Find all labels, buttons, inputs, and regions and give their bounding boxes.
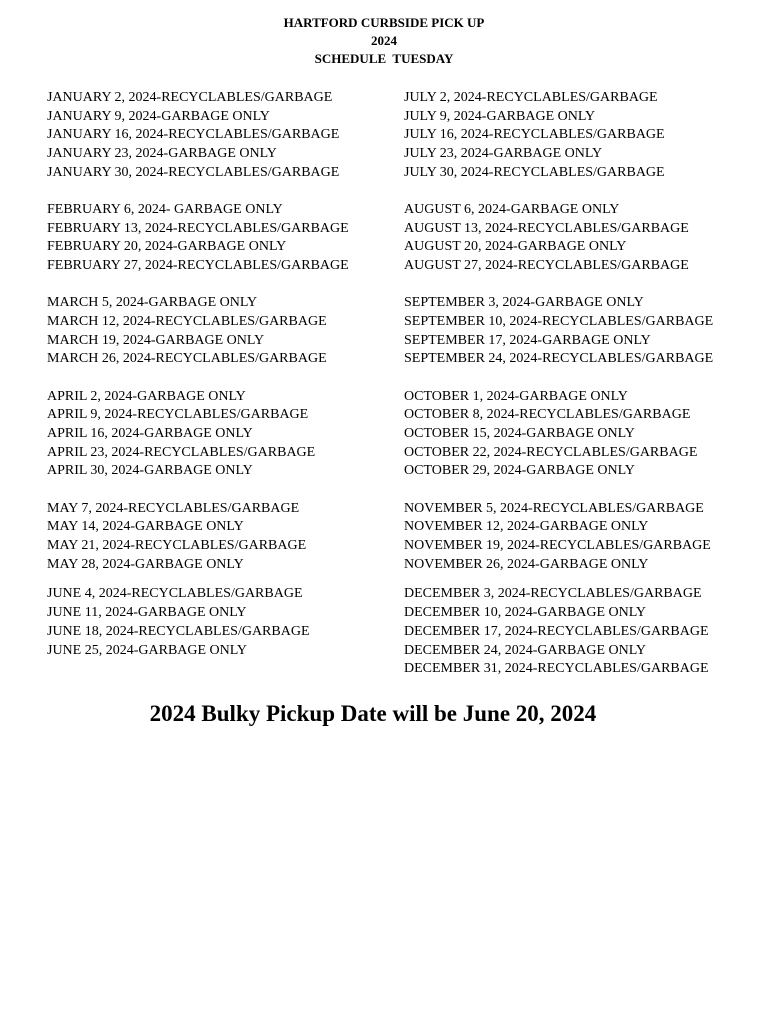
schedule-entry: SEPTEMBER 3, 2024-GARBAGE ONLY — [404, 295, 644, 311]
month-group-june — [47, 585, 349, 660]
schedule-entry: APRIL 9, 2024-RECYCLABLES/GARBAGE — [47, 407, 309, 423]
document-year: 2024 — [371, 33, 397, 48]
schedule-entry: JULY 2, 2024-RECYCLABLES/GARBAGE — [404, 90, 658, 105]
document-subtitle: SCHEDULE TUESDAY — [314, 51, 454, 66]
schedule-entry: DECEMBER 31, 2024-RECYCLABLES/GARBAGE — [404, 661, 709, 677]
schedule-entry: APRIL 30, 2024-GARBAGE ONLY — [47, 463, 253, 479]
schedule-entry: JUNE 25, 2024-GARBAGE ONLY — [47, 642, 248, 658]
schedule-entry: AUGUST 13, 2024-RECYCLABLES/GARBAGE — [404, 220, 689, 236]
month-group-december — [404, 585, 713, 679]
month-group-october — [404, 388, 713, 482]
schedule-entry: AUGUST 20, 2024-GARBAGE ONLY — [404, 239, 627, 255]
schedule-entry: MAY 28, 2024-GARBAGE ONLY — [47, 556, 244, 572]
schedule-entry: JULY 16, 2024-RECYCLABLES/GARBAGE — [404, 127, 665, 143]
schedule-entry: NOVEMBER 19, 2024-RECYCLABLES/GARBAGE — [404, 538, 711, 554]
schedule-entry: APRIL 2, 2024-GARBAGE ONLY — [47, 388, 246, 404]
schedule-column-right — [404, 89, 713, 697]
schedule-entry: OCTOBER 15, 2024-GARBAGE ONLY — [404, 426, 635, 442]
month-group-april — [47, 388, 349, 482]
schedule-entry: JANUARY 16, 2024-RECYCLABLES/GARBAGE — [47, 127, 340, 143]
month-group-march — [47, 294, 349, 369]
month-group-september — [404, 294, 713, 369]
schedule-entry: SEPTEMBER 10, 2024-RECYCLABLES/GARBAGE — [404, 314, 714, 330]
month-group-february — [47, 201, 349, 276]
schedule-entry: JULY 30, 2024-RECYCLABLES/GARBAGE — [404, 164, 665, 180]
document-header — [0, 14, 768, 68]
month-group-january — [47, 89, 349, 183]
schedule-entry: JULY 9, 2024-GARBAGE ONLY — [404, 108, 596, 124]
schedule-entry: FEBRUARY 27, 2024-RECYCLABLES/GARBAGE — [47, 258, 349, 274]
schedule-entry: JULY 23, 2024-GARBAGE ONLY — [404, 146, 603, 162]
schedule-entry: AUGUST 6, 2024-GARBAGE ONLY — [404, 202, 620, 218]
schedule-entry: FEBRUARY 20, 2024-GARBAGE ONLY — [47, 239, 287, 255]
month-group-august — [404, 201, 713, 276]
schedule-entry: JANUARY 23, 2024-GARBAGE ONLY — [47, 146, 277, 162]
schedule-entry: JANUARY 2, 2024-RECYCLABLES/GARBAGE — [47, 90, 333, 105]
schedule-entry: NOVEMBER 5, 2024-RECYCLABLES/GARBAGE — [404, 500, 704, 516]
month-group-november — [404, 500, 713, 575]
schedule-entry: MARCH 12, 2024-RECYCLABLES/GARBAGE — [47, 314, 327, 330]
schedule-entry: MARCH 19, 2024-GARBAGE ONLY — [47, 332, 265, 348]
schedule-entry: OCTOBER 22, 2024-RECYCLABLES/GARBAGE — [404, 444, 698, 460]
schedule-entry: OCTOBER 29, 2024-GARBAGE ONLY — [404, 463, 635, 479]
schedule-entry: JUNE 4, 2024-RECYCLABLES/GARBAGE — [47, 586, 303, 602]
schedule-entry: MAY 7, 2024-RECYCLABLES/GARBAGE — [47, 500, 300, 516]
schedule-entry: NOVEMBER 12, 2024-GARBAGE ONLY — [404, 519, 649, 535]
schedule-entry: APRIL 16, 2024-GARBAGE ONLY — [47, 426, 253, 442]
schedule-entry: SEPTEMBER 17, 2024-GARBAGE ONLY — [404, 332, 651, 348]
schedule-entry: DECEMBER 17, 2024-RECYCLABLES/GARBAGE — [404, 623, 709, 639]
schedule-entry: JUNE 11, 2024-GARBAGE ONLY — [47, 605, 247, 621]
schedule-entry: JUNE 18, 2024-RECYCLABLES/GARBAGE — [47, 623, 310, 639]
bulky-pickup-notice: 2024 Bulky Pickup Date will be June 20, 2024 — [149, 701, 597, 726]
month-group-july — [404, 89, 713, 183]
schedule-entry: FEBRUARY 6, 2024- GARBAGE ONLY — [47, 202, 283, 218]
schedule-entry: NOVEMBER 26, 2024-GARBAGE ONLY — [404, 556, 649, 572]
schedule-entry: MAY 21, 2024-RECYCLABLES/GARBAGE — [47, 538, 307, 554]
schedule-entry: OCTOBER 8, 2024-RECYCLABLES/GARBAGE — [404, 407, 691, 423]
schedule-entry: JANUARY 30, 2024-RECYCLABLES/GARBAGE — [47, 164, 340, 180]
schedule-entry: APRIL 23, 2024-RECYCLABLES/GARBAGE — [47, 444, 316, 460]
schedule-entry: DECEMBER 24, 2024-GARBAGE ONLY — [404, 642, 647, 658]
schedule-column-left — [47, 89, 349, 679]
schedule-entry: DECEMBER 10, 2024-GARBAGE ONLY — [404, 605, 647, 621]
schedule-entry: MAY 14, 2024-GARBAGE ONLY — [47, 519, 244, 535]
schedule-entry: SEPTEMBER 24, 2024-RECYCLABLES/GARBAGE — [404, 351, 714, 367]
schedule-entry: AUGUST 27, 2024-RECYCLABLES/GARBAGE — [404, 258, 689, 274]
schedule-entry: OCTOBER 1, 2024-GARBAGE ONLY — [404, 388, 628, 404]
document-title: HARTFORD CURBSIDE PICK UP — [283, 15, 485, 30]
schedule-entry: MARCH 5, 2024-GARBAGE ONLY — [47, 295, 258, 311]
month-group-may — [47, 500, 349, 575]
schedule-entry: JANUARY 9, 2024-GARBAGE ONLY — [47, 108, 270, 124]
schedule-entry: FEBRUARY 13, 2024-RECYCLABLES/GARBAGE — [47, 220, 349, 236]
schedule-entry: MARCH 26, 2024-RECYCLABLES/GARBAGE — [47, 351, 327, 367]
schedule-entry: DECEMBER 3, 2024-RECYCLABLES/GARBAGE — [404, 586, 702, 602]
